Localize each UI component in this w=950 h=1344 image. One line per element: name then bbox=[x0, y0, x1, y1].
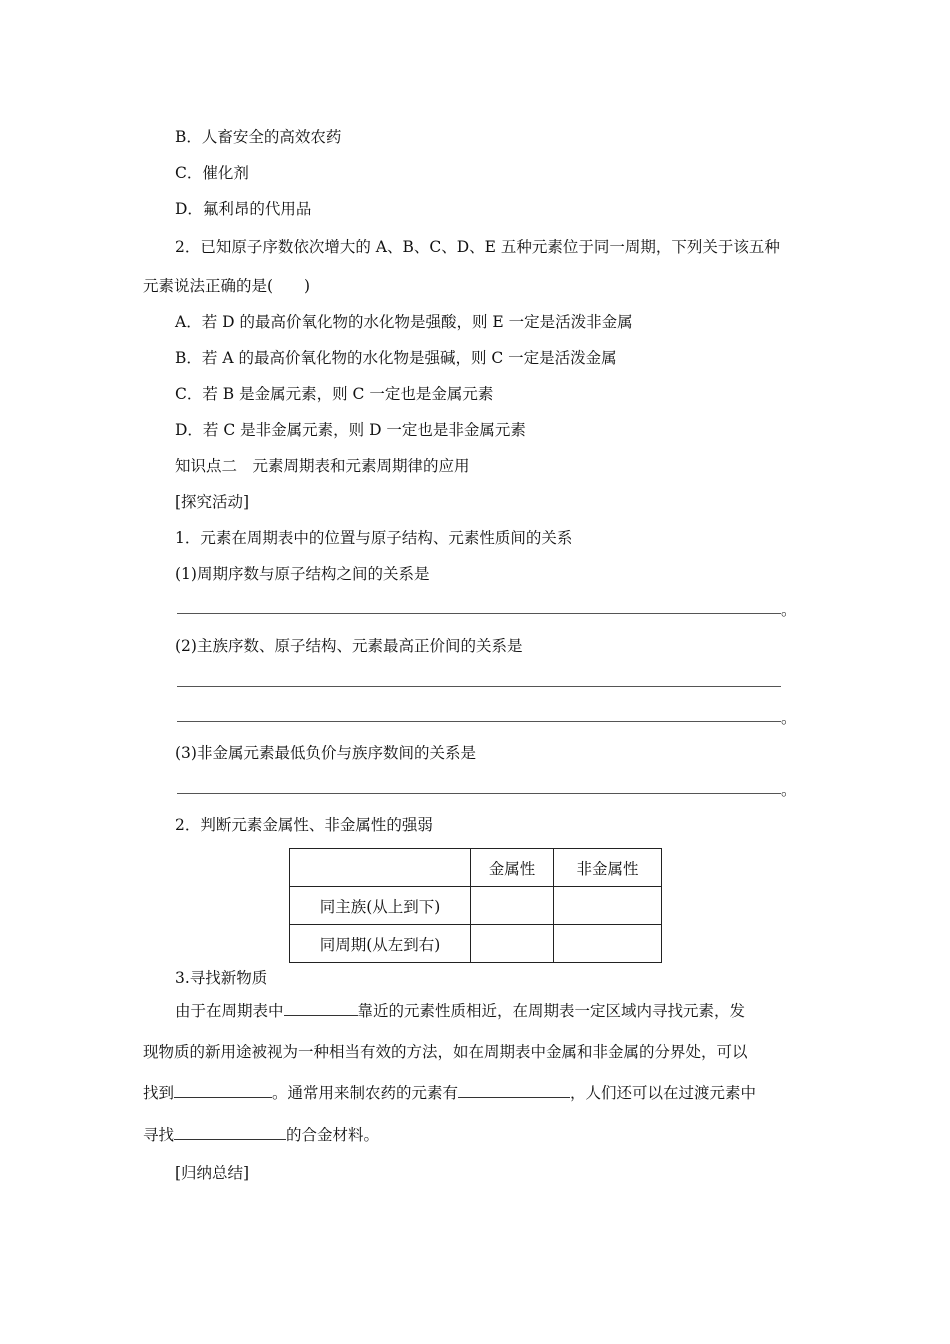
item-3-title: 3.寻找新物质 bbox=[175, 969, 268, 987]
table-header-row bbox=[290, 849, 662, 887]
option-b-prev: B．人畜安全的高效农药 bbox=[175, 128, 342, 146]
table-cell[interactable] bbox=[554, 925, 662, 963]
property-table bbox=[289, 848, 662, 963]
table-row-label: 同周期(从左到右) bbox=[290, 925, 471, 963]
answer-blank-2a[interactable] bbox=[177, 686, 781, 687]
fill-blank[interactable] bbox=[174, 1125, 286, 1140]
section-heading: 知识点二 元素周期表和元素周期律的应用 bbox=[175, 457, 470, 475]
option-c-prev: C．催化剂 bbox=[175, 164, 249, 182]
period-mark: 。 bbox=[781, 709, 797, 727]
answer-blank-2b[interactable] bbox=[177, 721, 781, 722]
question-2-option-d: D．若 C 是非金属元素，则 D 一定也是非金属元素 bbox=[175, 421, 526, 439]
question-2-option-b: B．若 A 的最高价氧化物的水化物是强碱，则 C 一定是活泼金属 bbox=[175, 349, 617, 367]
table-row bbox=[290, 925, 662, 963]
question-2-option-a: A．若 D 的最高价氧化物的水化物是强酸，则 E 一定是活泼非金属 bbox=[175, 313, 633, 331]
option-d-prev: D．氟利昂的代用品 bbox=[175, 200, 312, 218]
table-cell[interactable] bbox=[471, 925, 554, 963]
table-header-cell: 金属性 bbox=[471, 849, 554, 887]
paragraph-line-2: 现物质的新用途被视为一种相当有效的方法，如在周期表中金属和非金属的分界处，可以 bbox=[143, 1043, 748, 1061]
period-mark: 。 bbox=[781, 601, 797, 619]
item-1-3-text: (3)非金属元素最低负价与族序数间的关系是 bbox=[175, 744, 476, 762]
explore-label: [探究活动] bbox=[175, 493, 250, 511]
period-mark: 。 bbox=[781, 781, 797, 799]
paragraph-text: 。通常用来制农药的元素有 bbox=[272, 1084, 459, 1102]
paragraph-text: 找到 bbox=[143, 1084, 175, 1102]
table-cell[interactable] bbox=[554, 887, 662, 925]
paragraph-text: 由于在周期表中 bbox=[175, 1002, 284, 1020]
question-2-option-c: C．若 B 是金属元素，则 C 一定也是金属元素 bbox=[175, 385, 494, 403]
table-header-cell: 非金属性 bbox=[554, 849, 662, 887]
item-1-title: 1．元素在周期表中的位置与原子结构、元素性质间的关系 bbox=[175, 529, 573, 547]
paragraph-text: 靠近的元素性质相近，在周期表一定区域内寻找元素，发 bbox=[357, 1002, 746, 1020]
fill-blank[interactable] bbox=[458, 1083, 570, 1098]
question-2-line1: 2．已知原子序数依次增大的 A、B、C、D、E 五种元素位于同一周期，下列关于该五种 bbox=[175, 238, 780, 256]
answer-blank-3[interactable] bbox=[177, 793, 781, 794]
item-1-2-text: (2)主族序数、原子结构、元素最高正价间的关系是 bbox=[175, 637, 523, 655]
paragraph-line-3 bbox=[143, 1082, 756, 1104]
table-row bbox=[290, 887, 662, 925]
item-2-title: 2．判断元素金属性、非金属性的强弱 bbox=[175, 816, 433, 834]
paragraph-text: 寻找 bbox=[143, 1126, 175, 1144]
fill-blank[interactable] bbox=[174, 1083, 272, 1098]
item-1-1-text: (1)周期序数与原子结构之间的关系是 bbox=[175, 565, 430, 583]
paragraph-text: 的合金材料。 bbox=[286, 1126, 380, 1144]
table-header-cell bbox=[290, 849, 471, 887]
fill-blank[interactable] bbox=[284, 1001, 358, 1016]
paragraph-line-1 bbox=[175, 1000, 745, 1022]
question-2-line2: 元素说法正确的是( ) bbox=[143, 277, 311, 295]
paragraph-line-4 bbox=[143, 1124, 379, 1146]
table-row-label: 同主族(从上到下) bbox=[290, 887, 471, 925]
table-cell[interactable] bbox=[471, 887, 554, 925]
answer-blank-1[interactable] bbox=[177, 613, 781, 614]
summary-label: [归纳总结] bbox=[175, 1164, 250, 1182]
paragraph-text: ，人们还可以在过渡元素中 bbox=[570, 1084, 757, 1102]
